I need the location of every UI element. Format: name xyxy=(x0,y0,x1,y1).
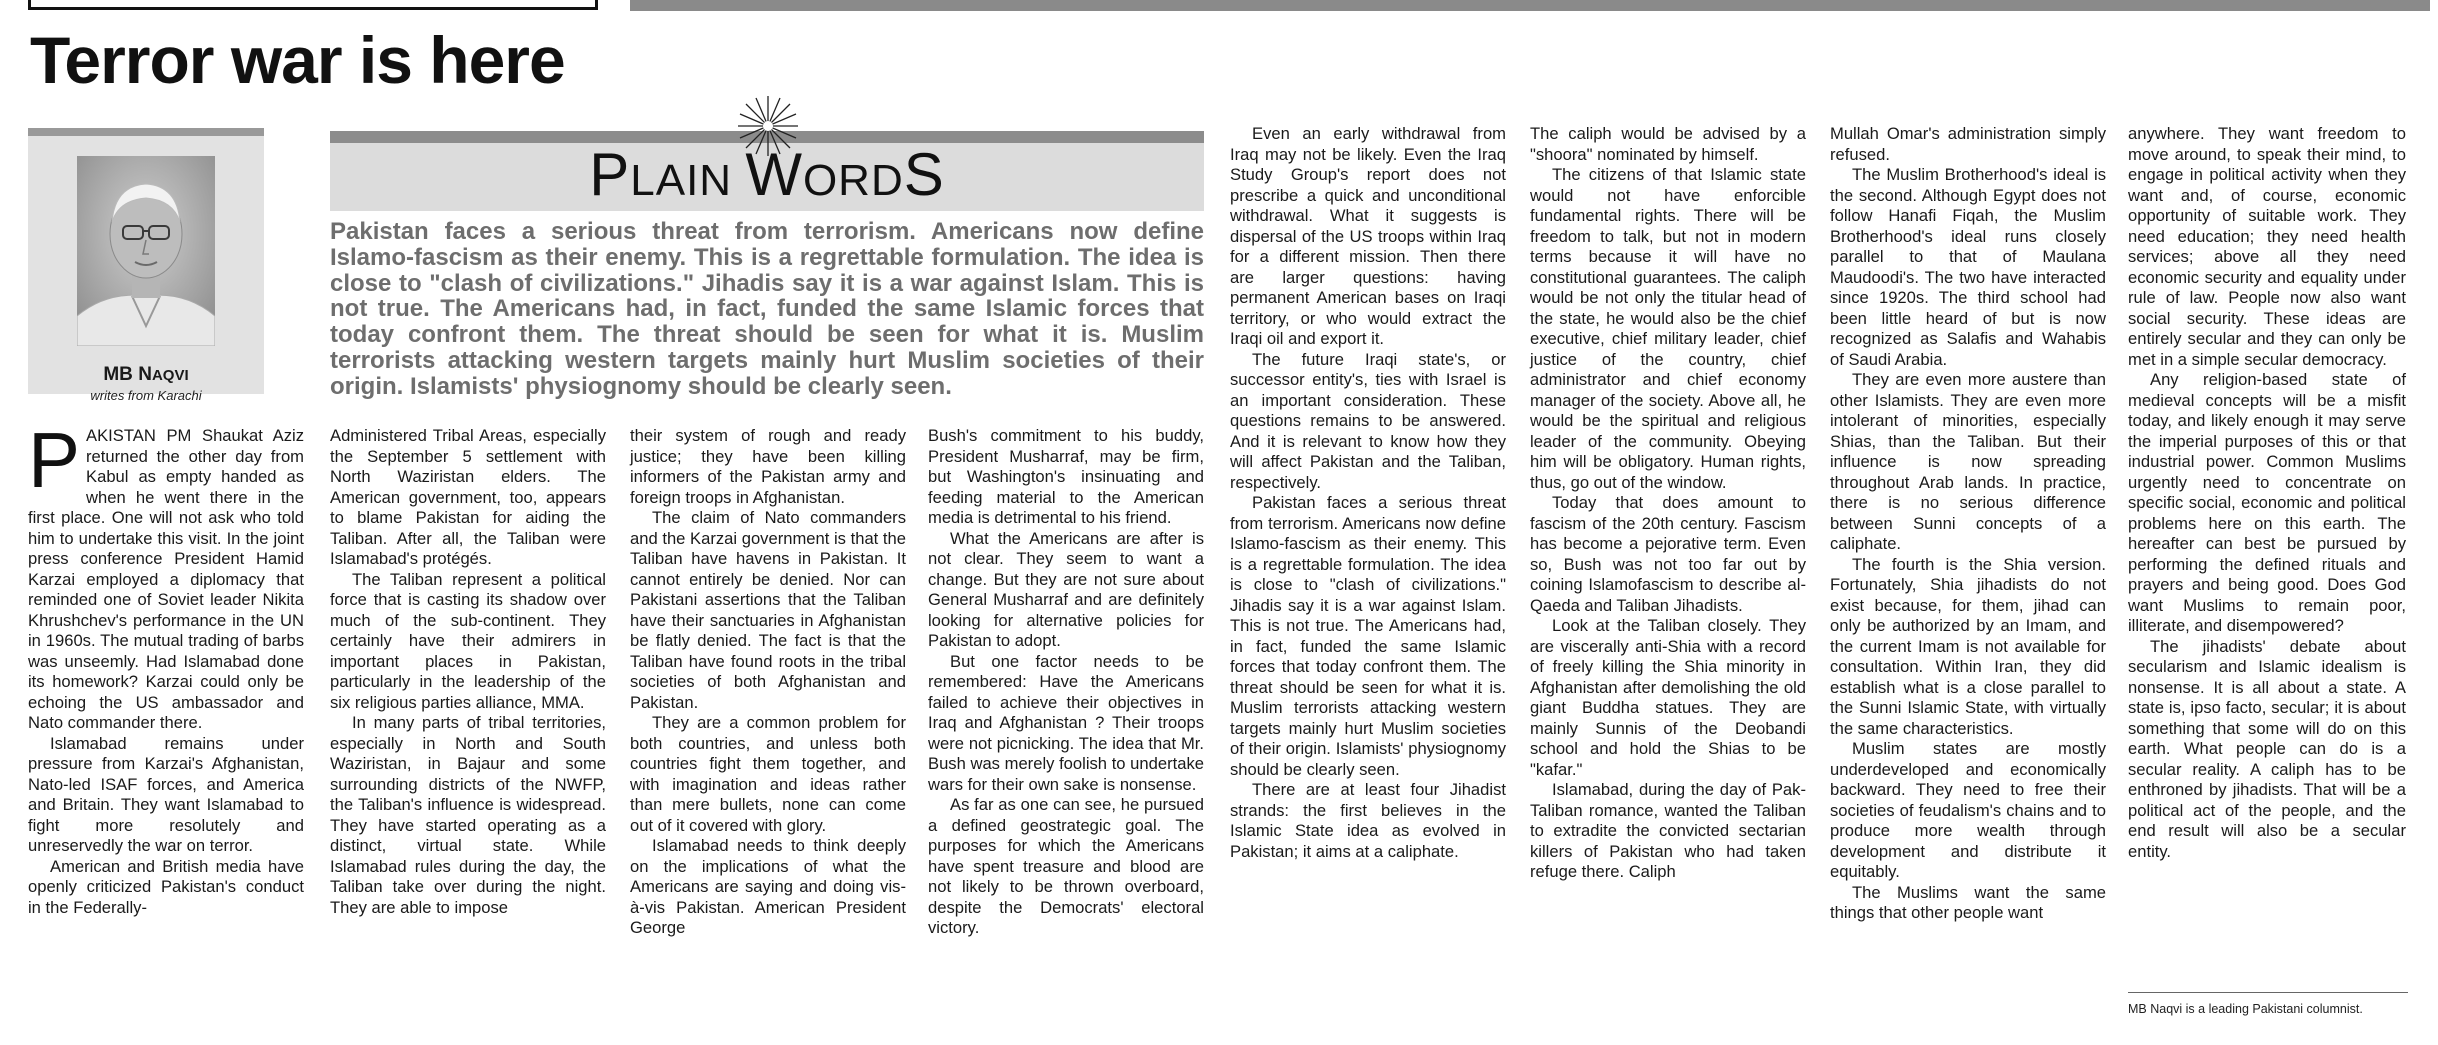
paragraph: Muslim states are mostly underdeveloped and economically backward. They need to free their societies of feudalism's chains and to produce more wealth through development and distribute it equitably. xyxy=(1830,739,2106,881)
article-column-2 xyxy=(330,426,606,918)
article-column-3 xyxy=(630,426,906,939)
paragraph: their system of rough and ready justice; they have been killing informers of the Pakistan army and foreign troops in Afghanistan. xyxy=(630,426,906,507)
author-name: MB NAQVI xyxy=(103,364,189,385)
author-location: writes from Karachi xyxy=(90,388,202,403)
paragraph: What the Americans are after is not clear. They seem to want a change. But they are not sure about General Musharraf and are definitely looking for alternative policies for Pakistan to adopt. xyxy=(928,528,1204,650)
paragraph: The fourth is the Shia version. Fortunately, Shia jihadists do not exist because, for them, jihad can only be authorized by an Imam, and the current Imam is not available for consultation. Within Iran, they did establish what is a close parallel to the Sunni Islamic State, with virtually the same characteristics. xyxy=(1830,554,2106,738)
author-box xyxy=(28,128,264,403)
paragraph: Bush's commitment to his buddy, President Musharraf, may be firm, but Washington's insinuating and feeding material to the American media is detrimental to his friend. xyxy=(928,426,1204,527)
paragraph: Islamabad needs to think deeply on the implications of what the Americans are saying and doing vis-à-vis Pakistan. American President George xyxy=(630,836,906,937)
paragraph: Any religion-based state of medieval concepts will be a misfit today, and likely enough it may serve the imperial purposes of this or that industrial power. Common Muslims urgently need to concentrate on specific social, economic and political problems here on this earth. The hereafter can best be pursued by performing the defined rituals and prayers and being good. Does God want Muslims to remain poor, illiterate, and disempowered? xyxy=(2128,370,2406,635)
article-column-5 xyxy=(1230,124,1506,862)
paragraph: In many parts of tribal territories, especially in North and South Waziristan, in Bajaur and some surrounding districts of the NWFP, the Taliban's influence is widespread. They have started operating as a distinct, virtual state. While Islamabad rules during the day, the Taliban take over during the night. They are able to impose xyxy=(330,713,606,917)
article-column-8 xyxy=(2128,124,2406,862)
paragraph: The caliph would be advised by a "shoora" nominated by himself. xyxy=(1530,124,1806,164)
paragraph: Pakistan faces a serious threat from terrorism. Americans now define Islamo-fascism as their enemy. This is a regrettable formulation. The idea is close to "clash of civilizations." Jihadis say it is a war against Islam. This is not true. The Americans had, in fact, funded the same Islamic forces that today confront them. The threat should be seen for what it is. Muslim terrorists attacking western targets mainly hurt Muslim societies of their origin. Islamists' physiognomy should be clearly seen. xyxy=(1230,493,1506,779)
paragraph: But one factor needs to be remembered: Have the Americans failed to achieve their objectives in Iraq and Afghanistan ? Their troops were not picnicking. The idea that Mr. Bush was merely foolish to undertake wars for their own sake is nonsense. xyxy=(928,651,1204,794)
author-portrait xyxy=(77,156,215,346)
paragraph: They are a common problem for both countries, and unless both countries fight them together, and with imagination and ideas rather than mere bullets, none can come out of it covered with glory. xyxy=(630,713,906,835)
paragraph: PAKISTAN PM Shaukat Aziz returned the other day from Kabul as empty handed as when he went there in the first place. One will not ask who told him to undertake this visit. In the joint press conference President Hamid Karzai employed a diplomacy that reminded one of Soviet leader Nikita Khrushchev's performance in the UN in 1960s. The mutual trading of barbs was unseemly. Had Islamabad done its homework? Karzai could only be echoing the US ambassador and Nato commander there. xyxy=(28,416,304,732)
paragraph: Mullah Omar's administration simply refused. xyxy=(1830,124,2106,164)
paragraph: The Muslims want the same things that other people want xyxy=(1830,882,2106,922)
paragraph: The citizens of that Islamic state would not have enforcible fundamental rights. There will be freedom to talk, but not in modern terms because it will have no constitutional guarantees. The caliph would be not only the titular head of the state, he would also be the chief executive, chief military leader, chief justice of the country, chief administrator and chief economy manager of the society. Above all, he would be the spiritual and religious leader of the community. Obeying him will be obligatory. Human rights, thus, go out of the window. xyxy=(1530,165,1806,492)
article-column-6 xyxy=(1530,124,1806,883)
author-footnote: MB Naqvi is a leading Pakistani columnist. xyxy=(2128,1002,2363,1016)
paragraph: The future Iraqi state's, or successor entity's, ties with Israel is an important consideration. These questions remains to be answered. And it is relevant to know how they will affect Pakistan and the Taliban, respectively. xyxy=(1230,349,1506,492)
paragraph: Administered Tribal Areas, especially the September 5 settlement with North Waziristan elders. The American government, too, appears to blame Pakistan for aiding the Taliban. After all, the Taliban were Islamabad's protégés. xyxy=(330,426,606,568)
paragraph: Islamabad remains under pressure from Karzai's Afghanistan, Nato-led ISAF forces, and America and Britain. They want Islamabad to fight more resolutely and unreservedly the war on terror. xyxy=(28,733,304,855)
article-column-1 xyxy=(28,416,304,918)
paragraph: The Taliban represent a political force that is casting its shadow over much of the sub-continent. They certainly have their admirers in important places in Pakistan, particularly in the leadership of the six religious parties alliance, MMA. xyxy=(330,569,606,712)
paragraph: Even an early withdrawal from Iraq may not be likely. Even the Iraq Study Group's report does not prescribe a quick and unconditional withdrawal. What it suggests is dispersal of the US troops within Iraq for a different mission. Then there are larger questions: having permanent American bases on Iraqi territory, or who would extract the Iraqi oil and export it. xyxy=(1230,124,1506,348)
pullquote: Pakistan faces a serious threat from terrorism. Americans now define Islamo-fascism as their enemy. This is a regrettable formulation. The idea is close to "clash of civilizations." Jihadis say it is a war against Islam. This is not true. The Americans had, in fact, funded the same Islamic forces that today confront them. The threat should be seen for what it is. Muslim terrorists attacking western targets mainly hurt Muslim societies of their origin. Islamists' physiognomy should be clearly seen. xyxy=(330,218,1204,400)
paragraph: The jihadists' debate about secularism and Islamic idealism is nonsense. It is all about a state. A state is, ipso facto, secular; it is about something that some will do on this earth. What people can do is a secular reality. A caliph has to be enthroned by jihadists. That will be a political act of the people, and the end result will also be a secular entity. xyxy=(2128,636,2406,861)
article-column-7 xyxy=(1830,124,2106,924)
footnote-rule xyxy=(2128,992,2408,993)
column-name: PLAIN WORDS xyxy=(589,141,945,208)
paragraph: anywhere. They want freedom to move around, to speak their mind, to engage in political activity when they want and, of course, economic opportunity of suitable work. They need education; they need health services; above all they need economic security and equality under rule of law. People now also want social security. These ideas are entirely secular and they can only be met in a simple secular democracy. xyxy=(2128,124,2406,369)
paragraph: There are at least four Jihadist strands: the first believes in the Islamic State idea as evolved in Pakistan; it aims at a caliphate. xyxy=(1230,780,1506,861)
drop-cap: P xyxy=(28,416,81,504)
article-column-4 xyxy=(928,426,1204,939)
paragraph: The Muslim Brotherhood's ideal is the second. Although Egypt does not follow Hanafi Fiqah, the Muslim Brotherhood's ideal runs closely parallel to that of Maulana Maudoodi's. The two have interacted since 1920s. The third school had been little heard of but is now recognized as Salafis and Wahabis of Saudi Arabia. xyxy=(1830,165,2106,369)
paragraph: Look at the Taliban closely. They are viscerally anti-Shia with a record of freely killing the Shia minority in Afghanistan after demolishing the old giant Buddha statues. They are mainly Sunnis of the Deobandi school and hold the Shias to be "kafar." xyxy=(1530,616,1806,779)
paragraph: The claim of Nato commanders and the Karzai government is that the Taliban have havens in Pakistan. It cannot entirely be denied. Nor can Pakistani assertions that the Taliban have their sanctuaries in Afghanistan be flatly denied. The fact is that the Taliban have found roots in the tribal societies of both Afghanistan and Pakistan. xyxy=(630,508,906,712)
top-gray-rule xyxy=(630,0,2430,11)
paragraph: Today that does amount to fascism of the 20th century. Fascism has become a pejorative term. Even so, Bush was not too far out by coining Islamofascism to describe al-Qaeda and Taliban Jihadists. xyxy=(1530,493,1806,615)
paragraph: American and British media have openly criticized Pakistan's conduct in the Federally- xyxy=(28,856,304,917)
top-left-frame xyxy=(28,0,598,10)
paragraph: They are even more austere than other Islamists. They are even more intolerant of minorities, especially Shias, than the Taliban. But their influence is now spreading throughout Arab lands. In practice, there is no serious difference between Sunni concepts of a caliphate. xyxy=(1830,370,2106,553)
paragraph: As far as one can see, he pursued a defined geostrategic goal. The purposes for which the Americans have spent treasure and blood are not likely to be thrown overboard, despite the Democrats' electoral victory. xyxy=(928,795,1204,937)
paragraph: Islamabad, during the day of Pak-Taliban romance, wanted the Taliban to extradite the convicted sectarian killers of Pakistan who had taken refuge there. Caliph xyxy=(1530,780,1806,881)
headline: Terror war is here xyxy=(30,23,565,97)
